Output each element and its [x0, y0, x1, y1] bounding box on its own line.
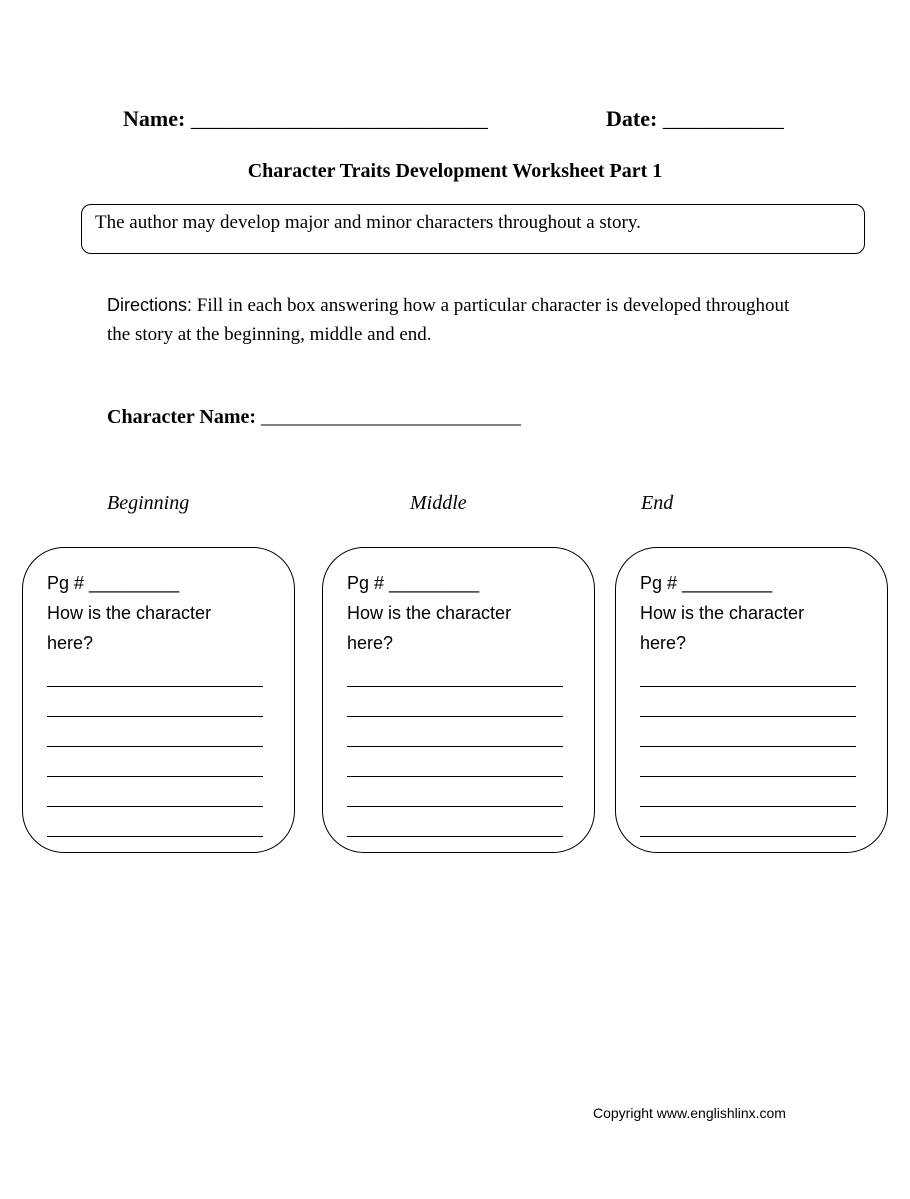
name-label: Name: — [123, 106, 186, 131]
answer-line[interactable] — [347, 667, 563, 687]
answer-line[interactable] — [47, 777, 263, 807]
character-name-blank[interactable]: __________________________ — [261, 406, 522, 428]
question-line-1: How is the character — [47, 603, 212, 623]
answer-line[interactable] — [347, 777, 563, 807]
worksheet-title: Character Traits Development Worksheet Part 1 — [247, 160, 663, 182]
question-line-2: here? — [47, 633, 94, 653]
answer-line[interactable] — [640, 777, 856, 807]
answer-line[interactable] — [47, 687, 263, 717]
character-name-field[interactable] — [107, 406, 521, 429]
answer-line[interactable] — [47, 747, 263, 777]
page-number-field[interactable] — [640, 568, 856, 598]
page-number-blank[interactable]: _________ — [682, 573, 773, 593]
name-field[interactable] — [123, 106, 488, 132]
answer-line[interactable] — [47, 717, 263, 747]
card-end — [615, 547, 888, 853]
answer-line[interactable] — [640, 717, 856, 747]
answer-line[interactable] — [640, 747, 856, 777]
question-line-2: here? — [640, 633, 687, 653]
column-heading-beginning: Beginning — [107, 492, 190, 514]
answer-line[interactable] — [347, 807, 563, 837]
column-heading-middle: Middle — [410, 492, 467, 514]
copyright-notice: Copyright www.englishlinx.com — [593, 1105, 786, 1121]
name-blank[interactable]: ___________________________ — [190, 106, 488, 131]
card-middle — [322, 547, 595, 853]
answer-line[interactable] — [640, 667, 856, 687]
page-number-blank[interactable]: _________ — [89, 573, 180, 593]
page-number-label: Pg # — [47, 573, 85, 593]
directions-text: Fill in each box answering how a particular character is developed throughout the story at the beginning, middle and end. — [107, 295, 790, 345]
character-name-label: Character Name: — [107, 406, 257, 428]
answer-line[interactable] — [640, 687, 856, 717]
answer-line[interactable] — [347, 687, 563, 717]
directions-label: Directions: — [107, 295, 193, 315]
page-number-label: Pg # — [347, 573, 385, 593]
question-line-2: here? — [347, 633, 394, 653]
answer-line[interactable] — [347, 717, 563, 747]
date-blank[interactable]: ___________ — [662, 106, 784, 131]
page-number-blank[interactable]: _________ — [389, 573, 480, 593]
question-line-1: How is the character — [347, 603, 512, 623]
date-field[interactable] — [606, 106, 784, 132]
page-number-field[interactable] — [47, 568, 263, 598]
card-beginning — [22, 547, 295, 853]
intro-text: The author may develop major and minor characters throughout a story. — [95, 212, 641, 233]
date-label: Date: — [606, 106, 658, 131]
answer-line[interactable] — [47, 807, 263, 837]
answer-line[interactable] — [47, 667, 263, 687]
answer-line[interactable] — [640, 807, 856, 837]
page-number-field[interactable] — [347, 568, 563, 598]
question-line-1: How is the character — [640, 603, 805, 623]
directions — [107, 291, 807, 349]
page-number-label: Pg # — [640, 573, 678, 593]
column-heading-end: End — [641, 492, 674, 514]
answer-line[interactable] — [347, 747, 563, 777]
